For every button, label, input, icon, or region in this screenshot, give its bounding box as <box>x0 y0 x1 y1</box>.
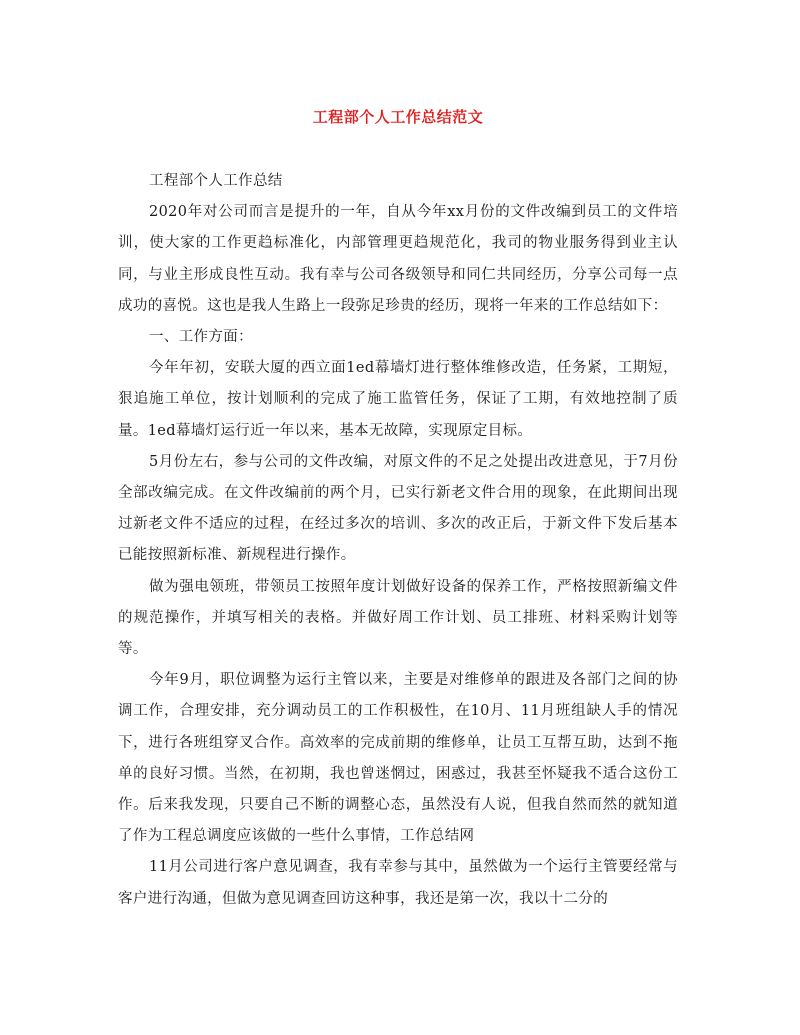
document-title: 工程部个人工作总结范文 <box>312 108 484 126</box>
section-heading: 工程部个人工作总结 <box>149 173 283 189</box>
subsection-heading-work: 一、工作方面： <box>149 329 253 346</box>
document-body <box>118 166 678 915</box>
paragraph-document-revision: 5月份左右，参与公司的文件改编，对原文件的不足之处提出改进意见，于7月份全部改编完成。在文件改编前的两个月，已实行新老文件合用的现象，在此期间出现过新老文件不适应的过程，在经过多次的培训、多次的改正后，于新文件下发后基本已能按照新标准、新规程进行操作。 <box>118 453 678 564</box>
paragraph-led-renovation: 今年年初，安联大厦的西立面1ed幕墙灯进行整体维修改造，任务紧，工期短，狠追施工单位，按计划顺利的完成了施工监管任务，保证了工期，有效地控制了质量。1ed幕墙灯运行近一年以来，基本无故障，实现原定目标。 <box>118 360 678 439</box>
paragraph-operations-supervisor: 今年9月，职位调整为运行主管以来，主要是对维修单的跟进及各部门之间的协调工作，合理安排，充分调动员工的工作积极性，在10月、11月班组缺人手的情况下，进行各班组穿叉合作。高效率的完成前期的维修单，让员工互帮互助，达到不拖单的良好习惯。当然，在初期，我也曾迷惘过，困惑过，我甚至怀疑我不适合这份工作。后来我发现，只要自己不断的调整心态，虽然没有人说，但我自然而然的就知道了作为工程总调度应该做的一些什么事情，工作总结网 <box>118 672 678 845</box>
paragraph-intro: 2020年对公司而言是提升的一年，自从今年xx月份的文件改编到员工的文件培训，使大家的工作更趋标准化，内部管理更趋规范化，我司的物业服务得到业主认同，与业主形成良性互动。我有幸与公司各级领导和同仁共同经历，分享公司每一点成功的喜悦。这也是我人生路上一段弥足珍贵的经历，现将一年来的工作总结如下： <box>118 204 678 314</box>
paragraph-team-lead: 做为强电领班，带领员工按照年度计划做好设备的保养工作，严格按照新编文件的规范操作，并填写相关的表格。并做好周工作计划、员工排班、材料采购计划等等。 <box>118 578 678 658</box>
paragraph-customer-survey: 11月公司进行客户意见调查，我有幸参与其中，虽然做为一个运行主管要经常与客户进行沟通，但做为意见调查回访这种事，我还是第一次，我以十二分的 <box>118 859 678 907</box>
